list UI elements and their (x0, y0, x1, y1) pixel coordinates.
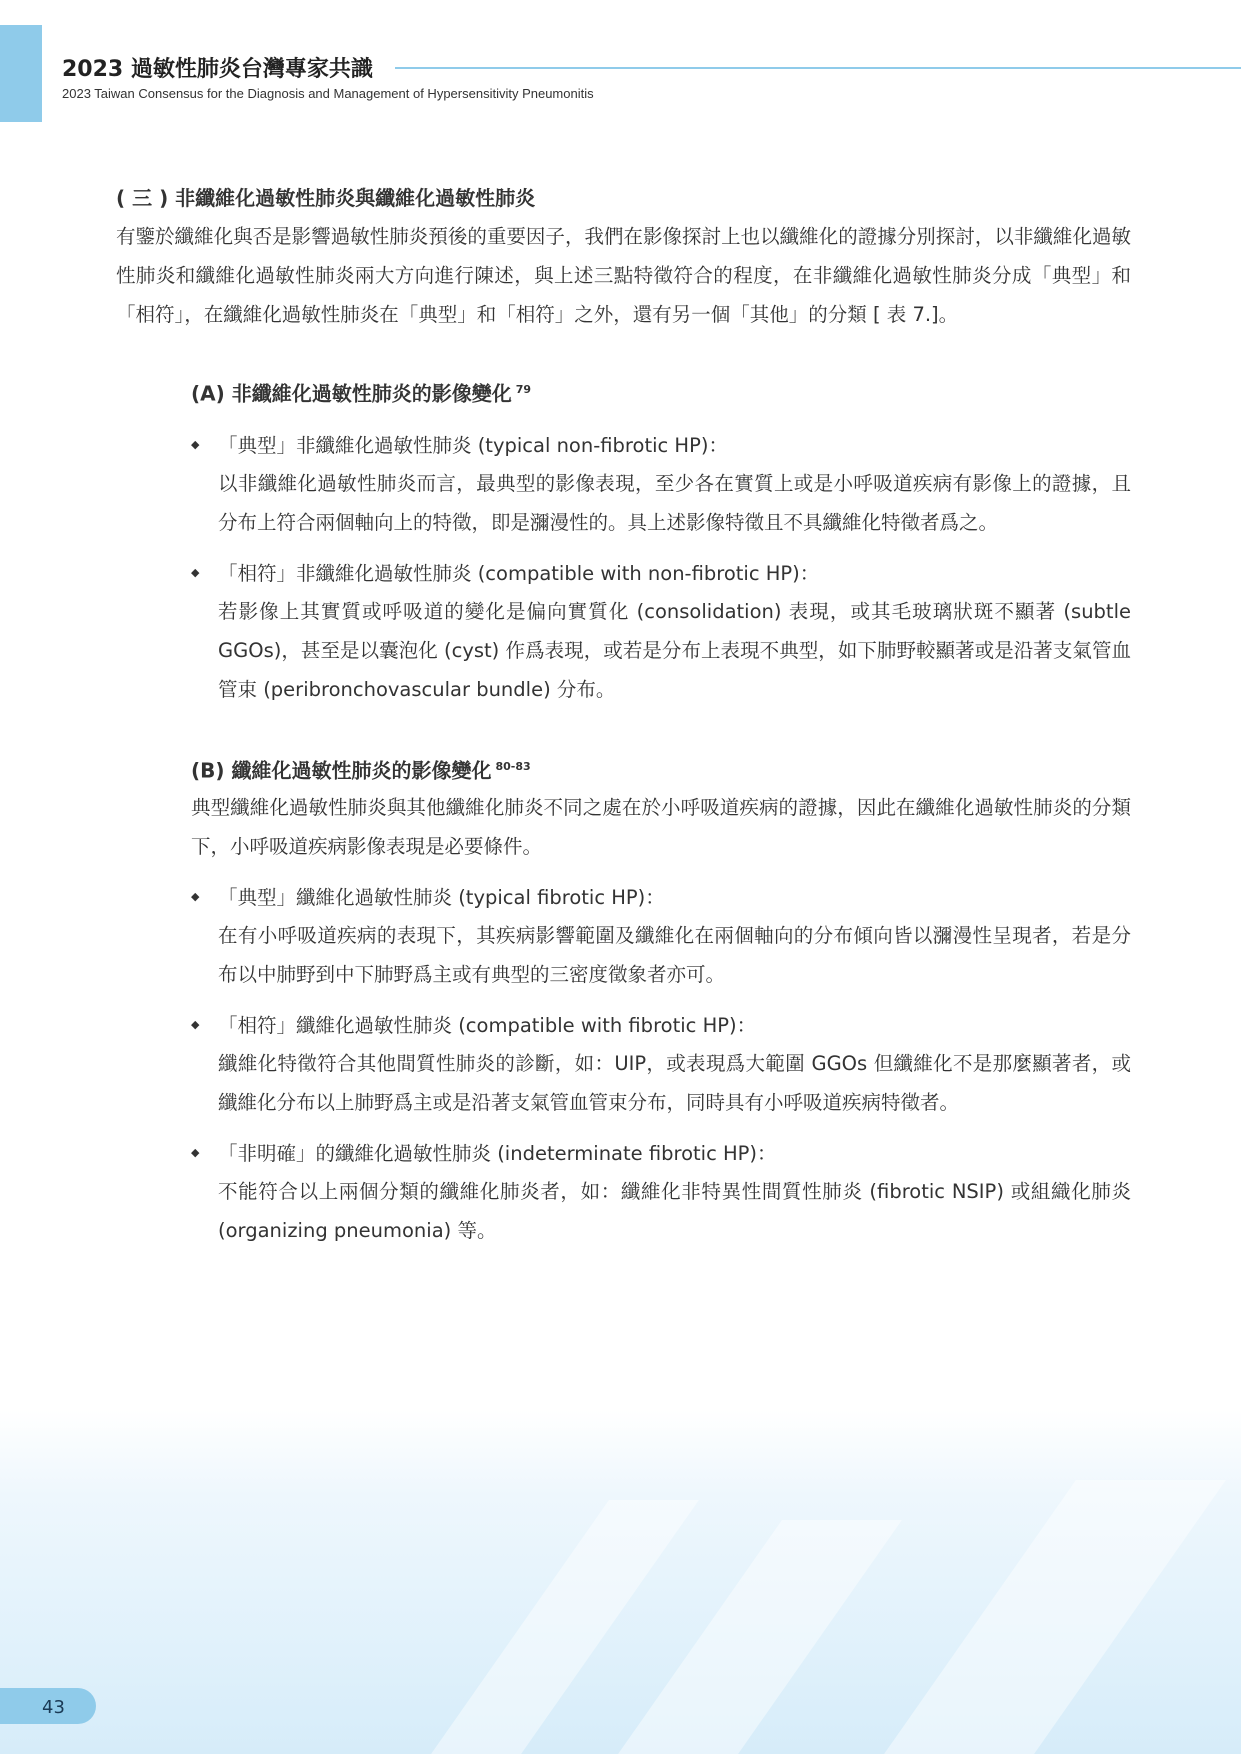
section-title: ( 三 ) 非纖維化過敏性肺炎與纖維化過敏性肺炎 (116, 186, 536, 210)
diamond-bullet-icon: ◆ (191, 890, 200, 904)
header-divider (395, 67, 1241, 69)
item-text: 在有小呼吸道疾病的表現下，其疾病影響範圍及纖維化在兩個軸向的分布傾向皆以瀰漫性呈現者，若是分布以中肺野到中下肺野爲主或有典型的三密度徵象者亦可。 (218, 924, 1131, 987)
item-text: 以非纖維化過敏性肺炎而言，最典型的影像表現，至少各在實質上或是小呼吸道疾病有影像上的證據，且分布上符合兩個軸向上的特徵，即是瀰漫性的。具上述影像特徵且不具纖維化特徵者爲之。 (218, 471, 1131, 534)
item-title: 「相符」非纖維化過敏性肺炎 (compatible with non-fibrotic HP)： (218, 561, 820, 585)
diamond-bullet-icon: ◆ (191, 1146, 200, 1160)
part-b-heading-text: (B) 纖維化過敏性肺炎的影像變化 (191, 758, 492, 783)
part-a (191, 372, 1131, 709)
diamond-bullet-icon: ◆ (191, 1018, 200, 1032)
section-intro: 有鑒於纖維化與否是影響過敏性肺炎預後的重要因子，我們在影像探討上也以纖維化的證據分別探討，以非纖維化過敏性肺炎和纖維化過敏性肺炎兩大方向進行陳述，與上述三點特徵符合的程度，在非纖維化過敏性肺炎分成「典型」和「相符」，在纖維化過敏性肺炎在「典型」和「相符」之外，還有另一個「其他」的分類 [ 表 7.]。 (116, 225, 1131, 326)
item-text: 若影像上其實質或呼吸道的變化是偏向實質化 (consolidation) 表現，或其毛玻璃狀斑不顯著 (subtle GGOs)，甚至是以囊泡化 (cyst) 作爲表現，或若是分布上表現不典型，如下肺野較顯著或是沿著支氣管血管束 (peribronchovascular bundle) 分布。 (218, 599, 1131, 701)
item-title: 「相符」纖維化過敏性肺炎 (compatible with fibrotic HP)： (218, 1014, 757, 1038)
diamond-bullet-icon: ◆ (191, 565, 200, 579)
page-number: 43 (42, 1697, 65, 1718)
item-title: 「典型」非纖維化過敏性肺炎 (typical non-fibrotic HP)： (218, 433, 728, 457)
part-b-intro: 典型纖維化過敏性肺炎與其他纖維化肺炎不同之處在於小呼吸道疾病的證據，因此在纖維化過敏性肺炎的分類下，小呼吸道疾病影像表現是必要條件。 (191, 796, 1131, 859)
part-a-reference: 79 (515, 383, 532, 396)
list-item (191, 1136, 1131, 1250)
list-item (191, 880, 1131, 994)
document-title: 2023 過敏性肺炎台灣專家共識 (62, 57, 373, 82)
diamond-bullet-icon: ◆ (191, 437, 200, 451)
item-text: 纖維化特徵符合其他間質性肺炎的診斷，如：UIP，或表現爲大範圍 GGOs 但纖維化不是那麼顯著者，或纖維化分布以上肺野爲主或是沿著支氣管血管束分布，同時具有小呼吸道疾病特徵者。 (218, 1052, 1131, 1115)
item-title: 「非明確」的纖維化過敏性肺炎 (indeterminate fibrotic HP)： (218, 1142, 777, 1166)
item-title: 「典型」纖維化過敏性肺炎 (typical fibrotic HP)： (218, 886, 665, 910)
part-b-heading (191, 749, 1131, 789)
list-item (191, 556, 1131, 709)
document-subtitle: 2023 Taiwan Consensus for the Diagnosis and Management of Hypersensitivity Pneumonitis (62, 86, 594, 101)
list-item (191, 428, 1131, 542)
part-a-heading-text: (A) 非纖維化過敏性肺炎的影像變化 (191, 381, 512, 406)
list-item (191, 1008, 1131, 1122)
part-a-heading (191, 372, 1131, 412)
header-side-tab (0, 25, 42, 122)
main-content (116, 180, 1131, 1250)
item-text: 不能符合以上兩個分類的纖維化肺炎者，如：纖維化非特異性間質性肺炎 (fibrotic NSIP) 或組織化肺炎 (organizing pneumonia) 等。 (218, 1180, 1131, 1243)
part-b (191, 749, 1131, 1251)
part-b-reference: 80-83 (495, 759, 531, 773)
